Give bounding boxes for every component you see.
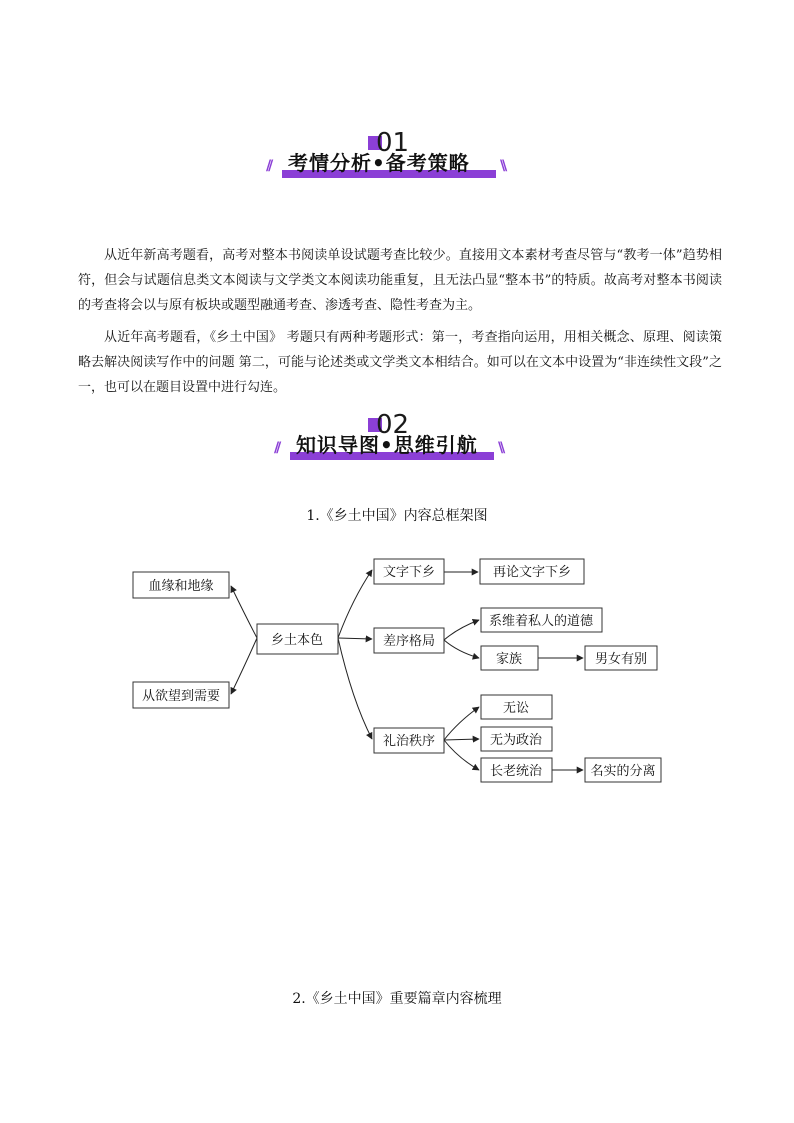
svg-text:文字下乡: 文字下乡: [382, 565, 436, 580]
section-header-1: [0, 128, 794, 188]
section-number: 02: [376, 410, 410, 440]
edge-lizhi-wuwei: [444, 739, 479, 740]
deco-slash-left: //: [266, 158, 271, 174]
svg-text:名实的分离: 名实的分离: [590, 764, 656, 779]
node-nannv: [585, 646, 657, 670]
svg-text:长老统治: 长老统治: [489, 764, 543, 779]
node-xiwei: [481, 608, 602, 632]
node-xueyuan: [133, 572, 229, 598]
node-zhanglao: [481, 758, 552, 782]
svg-text:再论文字下乡: 再论文字下乡: [492, 565, 572, 580]
deco-slash-left: //: [274, 440, 279, 456]
edge-root-yuwang: [231, 638, 257, 694]
paragraph-1: 从近年新高考题看，高考对整本书阅读单设试题考查比较少。直接用文本素材考查尽管与“教考一体”趋势相符，但会与试题信息类文本阅读与文学类文本阅读功能重复，且无法凸显“整本书”的特质。故高考对整本书阅读的考查将会以与原有板块或题型融通考查、渗透考查、隐性考查为主。: [78, 248, 722, 313]
node-zailun: [480, 559, 584, 584]
edge-root-wenzi: [338, 570, 372, 638]
svg-text:无讼: 无讼: [502, 701, 530, 716]
mindmap-diagram: [0, 540, 794, 800]
node-chaxu: [374, 628, 444, 653]
section-title: 知识导图•思维引航: [296, 433, 478, 457]
svg-text:男女有别: 男女有别: [594, 652, 648, 667]
svg-text:系维着私人的道德: 系维着私人的道德: [488, 614, 594, 629]
paragraph-2: 从近年高考题看，《乡土中国》 考题只有两种考题形式：第一，考查指向运用，用相关概念、原理、阅读策略去解决阅读写作中的问题 第二，可能与论述类或文学类文本相结合。如可以在文本中设置为“非连续性文段”之一，也可以在题目设置中进行勾连。: [78, 330, 722, 395]
svg-text:乡土本色: 乡土本色: [270, 633, 324, 648]
svg-text:从欲望到需要: 从欲望到需要: [141, 689, 221, 704]
edge-lizhi-zhanglao: [444, 740, 479, 770]
node-root: [257, 624, 338, 654]
node-wenzi: [374, 559, 444, 584]
deco-slash-right: \\: [498, 440, 503, 456]
section-caption-2: 2.《乡土中国》重要篇章内容梳理: [292, 991, 502, 1007]
mindmap-caption: 1.《乡土中国》内容总框架图: [306, 508, 488, 524]
deco-slash-right: \\: [500, 158, 505, 174]
svg-text:家族: 家族: [495, 652, 523, 667]
section-number: 01: [376, 128, 410, 158]
edge-root-chaxu: [338, 638, 372, 639]
node-wusong: [481, 695, 552, 719]
section-header-2: [0, 410, 794, 470]
svg-text:差序格局: 差序格局: [382, 634, 436, 649]
section-title: 考情分析•备考策略: [288, 151, 470, 175]
edge-chaxu-xiwei: [444, 620, 479, 640]
svg-text:礼治秩序: 礼治秩序: [382, 734, 436, 749]
edge-root-xueyuan: [231, 586, 257, 638]
node-mingshi: [585, 758, 661, 782]
node-lizhi: [374, 728, 444, 753]
edge-root-lizhi: [338, 638, 372, 739]
edge-lizhi-wusong: [444, 707, 479, 740]
edge-chaxu-jiazu: [444, 640, 479, 658]
node-jiazu: [481, 646, 538, 670]
node-yuwang: [133, 682, 229, 708]
svg-text:血缘和地缘: 血缘和地缘: [148, 579, 214, 594]
node-wuwei: [481, 727, 552, 751]
svg-text:无为政治: 无为政治: [489, 733, 543, 748]
